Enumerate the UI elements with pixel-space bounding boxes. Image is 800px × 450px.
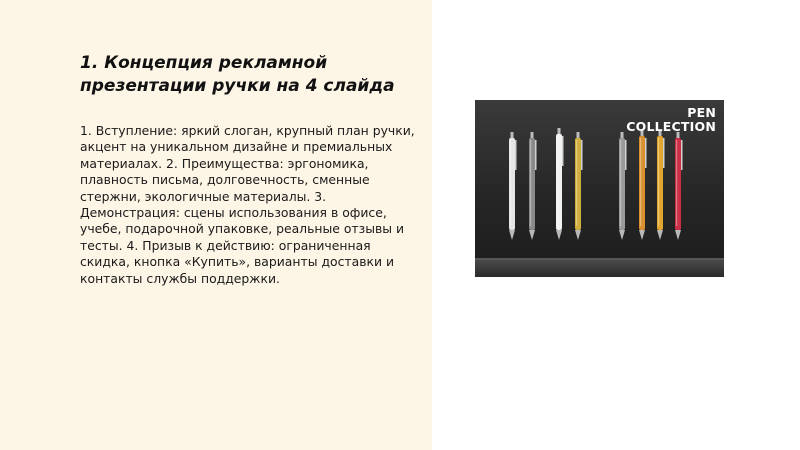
- slide-title: 1. Концепция рекламной презентации ручки на 4 слайда: [80, 53, 395, 96]
- image-caption: [626, 106, 716, 134]
- image-shelf: [475, 260, 724, 277]
- image-caption-line2: COLLECTION: [626, 119, 716, 134]
- slide-body-text: 1. Вступление: яркий слоган, крупный план ручки, акцент на уникальном дизайне и премиальных материалах. 2. Преимущества: эргономика, плавность письма, долговечность, сменные стержни, экологичные материалы. 3. Демонстрация: сцены использования в офисе, учебе, подарочной упаковке, реальные отзывы и тесты. 4. Призыв к действию: ограниченная скидка, кнопка «Купить», варианты доставки и контакты службы поддержки.: [80, 123, 415, 286]
- image-caption-line1: PEN: [687, 105, 716, 120]
- pen-collection-image: [475, 100, 724, 277]
- image-shelf-edge: [475, 258, 724, 260]
